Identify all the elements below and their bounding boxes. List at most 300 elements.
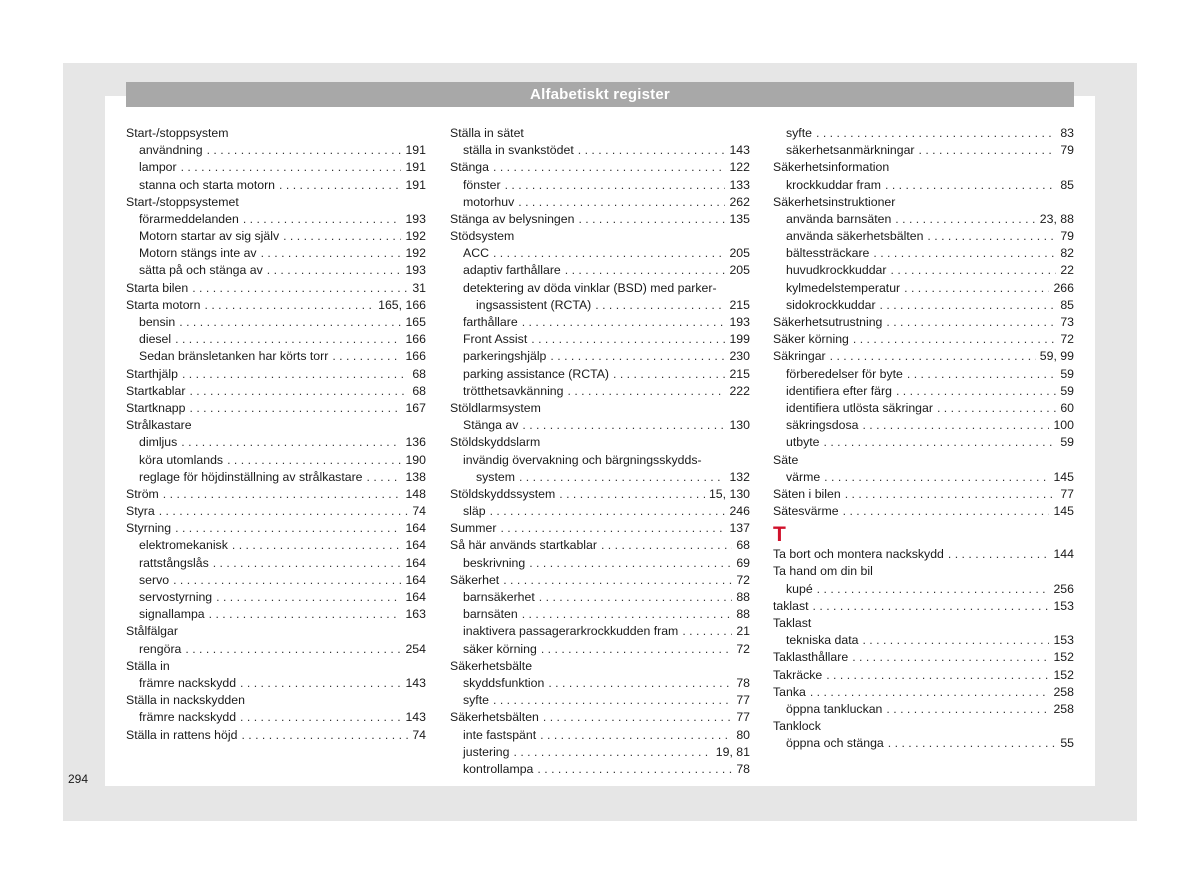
index-page-ref: 74 <box>412 727 426 742</box>
index-subentry <box>773 701 1074 718</box>
index-subentry <box>126 245 426 262</box>
dot-leader <box>574 211 725 228</box>
index-term: taklast <box>773 598 809 613</box>
index-page-ref: 165, 166 <box>378 297 426 312</box>
index-page-ref: 132 <box>729 469 750 484</box>
index-term: krockkuddar fram <box>786 177 881 192</box>
index-term: Front Assist <box>463 332 528 347</box>
dot-leader <box>869 245 1056 262</box>
dot-leader <box>826 348 1036 365</box>
dot-leader <box>518 417 725 434</box>
index-page-ref: 164 <box>405 538 426 553</box>
index-entry <box>126 727 426 744</box>
index-page-ref: 74 <box>412 504 426 519</box>
index-subentry <box>126 211 426 228</box>
dot-leader <box>279 228 401 245</box>
index-page-ref: 166 <box>405 332 426 347</box>
index-subentry <box>450 606 750 623</box>
dot-leader <box>257 245 402 262</box>
index-entry <box>126 417 426 434</box>
index-entry <box>450 211 750 228</box>
index-term: använda barnsäten <box>786 211 892 226</box>
index-page-ref: 72 <box>1060 332 1074 347</box>
index-page-ref: 59 <box>1060 383 1074 398</box>
index-term: främre nackskydd <box>139 675 237 690</box>
index-term: Ta hand om din bil <box>773 564 873 579</box>
index-page-ref: 138 <box>405 469 426 484</box>
index-term: Säten i bilen <box>773 486 841 501</box>
index-page-ref: 85 <box>1060 297 1074 312</box>
index-entry <box>773 194 1074 211</box>
index-term: sätta på och stänga av <box>139 263 263 278</box>
index-entry <box>773 598 1074 615</box>
index-subentry <box>450 331 750 348</box>
index-subentry <box>773 383 1074 400</box>
index-subentry <box>450 280 750 297</box>
index-term: elektromekanisk <box>139 538 228 553</box>
index-page-ref: 192 <box>405 229 426 244</box>
section-header-title: Alfabetiskt register <box>530 86 670 103</box>
index-term: Säkerhetsbälten <box>450 710 539 725</box>
index-page-ref: 222 <box>729 383 750 398</box>
index-page-ref: 80 <box>736 727 750 742</box>
index-subentry <box>126 331 426 348</box>
dot-leader <box>212 589 401 606</box>
index-page-ref: 55 <box>1060 736 1074 751</box>
index-subentry <box>126 641 426 658</box>
index-page-ref: 144 <box>1053 547 1074 562</box>
index-page-ref: 133 <box>729 177 750 192</box>
index-term: detektering av döda vinklar (BSD) med parker- <box>463 280 717 295</box>
index-entry <box>126 658 426 675</box>
dot-leader <box>201 297 375 314</box>
index-term: beskrivning <box>463 555 526 570</box>
dot-leader <box>205 606 402 623</box>
index-term: Start-/stoppsystemet <box>126 194 239 209</box>
index-term: Stöldskyddssystem <box>450 486 556 501</box>
index-page-ref: 164 <box>405 572 426 587</box>
index-page-ref: 85 <box>1060 177 1074 192</box>
index-page-ref: 153 <box>1053 598 1074 613</box>
index-page-ref: 59 <box>1060 435 1074 450</box>
index-subentry <box>450 623 750 640</box>
index-page-ref: 164 <box>405 590 426 605</box>
index-page-ref: 130 <box>729 418 750 433</box>
index-subentry <box>450 417 750 434</box>
dot-leader <box>822 667 1049 684</box>
index-term: ingsassistent (RCTA) <box>476 297 592 312</box>
index-subentry <box>450 263 750 280</box>
index-page-ref: 19, 81 <box>715 744 750 759</box>
index-term: justering <box>463 744 510 759</box>
index-page-ref: 59, 99 <box>1039 349 1074 364</box>
index-page-ref: 83 <box>1060 125 1074 140</box>
dot-leader <box>515 469 726 486</box>
index-page-ref: 193 <box>405 211 426 226</box>
index-entry <box>450 520 750 537</box>
index-page-ref: 215 <box>729 366 750 381</box>
index-subentry <box>773 581 1074 598</box>
index-page-ref: 205 <box>729 263 750 278</box>
index-term: Stöldskyddslarm <box>450 435 541 450</box>
index-term: främre nackskydd <box>139 710 237 725</box>
index-term: huvudkrockkuddar <box>786 263 887 278</box>
index-subentry <box>450 727 750 744</box>
index-term: köra utomlands <box>139 452 224 467</box>
index-term: tekniska data <box>786 633 859 648</box>
index-subentry <box>126 348 426 365</box>
index-entry <box>450 658 750 675</box>
index-subentry <box>773 177 1074 194</box>
index-page-ref: 77 <box>736 693 750 708</box>
index-page-ref: 192 <box>405 246 426 261</box>
index-term: trötthetsavkänning <box>463 383 564 398</box>
dot-leader <box>185 400 401 417</box>
index-subentry <box>450 761 750 778</box>
index-page-ref: 163 <box>405 607 426 622</box>
index-term: Starthjälp <box>126 366 178 381</box>
index-term: Summer <box>450 521 497 536</box>
dot-leader <box>489 245 726 262</box>
index-page-ref: 122 <box>729 160 750 175</box>
index-subentry <box>450 555 750 572</box>
index-term: system <box>476 469 515 484</box>
index-subentry <box>773 417 1074 434</box>
index-term: stanna och starta motorn <box>139 177 276 192</box>
index-subentry <box>126 675 426 692</box>
dot-leader <box>501 177 726 194</box>
index-subentry <box>126 434 426 451</box>
index-entry <box>773 667 1074 684</box>
dot-leader <box>536 727 732 744</box>
index-term: Ställa in rattens höjd <box>126 727 238 742</box>
index-page-ref: 68 <box>412 366 426 381</box>
index-term: motorhuv <box>463 194 515 209</box>
index-entry <box>773 718 1074 735</box>
dot-leader <box>882 701 1049 718</box>
index-subentry <box>450 641 750 658</box>
index-page-ref: 22 <box>1060 263 1074 278</box>
dot-leader <box>561 262 726 279</box>
index-subentry <box>126 263 426 280</box>
index-entry <box>450 400 750 417</box>
index-page-ref: 266 <box>1053 280 1074 295</box>
index-page-ref: 79 <box>1060 229 1074 244</box>
index-term: Motorn startar av sig själv <box>139 229 280 244</box>
index-subentry <box>450 589 750 606</box>
index-entry <box>126 520 426 537</box>
index-term: Stänga av belysningen <box>450 211 575 226</box>
index-term: barnsäkerhet <box>463 590 535 605</box>
index-subentry <box>773 142 1074 159</box>
index-entry <box>126 280 426 297</box>
index-term: förarmeddelanden <box>139 211 239 226</box>
index-term: parking assistance (RCTA) <box>463 366 610 381</box>
index-entry <box>450 486 750 503</box>
index-subentry <box>773 735 1074 752</box>
index-term: inte fastspänt <box>463 727 537 742</box>
dot-leader <box>496 520 725 537</box>
index-entry <box>450 228 750 245</box>
dot-leader <box>171 520 401 537</box>
index-entry <box>126 623 426 640</box>
index-entry <box>450 125 750 142</box>
index-page-ref: 164 <box>405 521 426 536</box>
index-column-3 <box>773 125 1074 753</box>
index-page-ref: 78 <box>736 675 750 690</box>
index-subentry <box>126 142 426 159</box>
index-page-ref: 190 <box>405 452 426 467</box>
index-subentry <box>450 194 750 211</box>
index-subentry <box>450 177 750 194</box>
index-page-ref: 246 <box>729 504 750 519</box>
index-term: Stänga av <box>463 418 519 433</box>
index-letter-heading: T <box>773 523 786 547</box>
index-subentry <box>126 159 426 176</box>
dot-leader <box>181 641 401 658</box>
index-term: Sedan bränsletanken har körts torr <box>139 349 329 364</box>
index-term: parkeringshjälp <box>463 349 547 364</box>
index-page-ref: 77 <box>736 710 750 725</box>
index-subentry <box>126 177 426 194</box>
index-term: kupé <box>786 581 813 596</box>
index-term: Ström <box>126 486 159 501</box>
index-subentry <box>450 348 750 365</box>
index-page-ref: 78 <box>736 761 750 776</box>
dot-leader <box>533 761 732 778</box>
index-term: användning <box>139 143 203 158</box>
index-term: reglage för höjdinställning av strålkastare <box>139 469 363 484</box>
index-term: Starta bilen <box>126 280 189 295</box>
index-subentry <box>126 469 426 486</box>
index-term: Start-/stoppsystem <box>126 125 229 140</box>
dot-leader <box>239 211 402 228</box>
index-term: diesel <box>139 332 172 347</box>
index-term: Taklast <box>773 616 812 631</box>
dot-leader <box>574 142 726 159</box>
index-page-ref: 77 <box>1060 486 1074 501</box>
dot-leader <box>609 366 725 383</box>
index-entry <box>773 331 1074 348</box>
index-term: Sätesvärme <box>773 504 839 519</box>
dot-leader <box>933 400 1056 417</box>
index-page-ref: 135 <box>729 211 750 226</box>
index-term: Stålfälgar <box>126 624 178 639</box>
dot-leader <box>171 331 401 348</box>
index-term: säkerhetsanmärkningar <box>786 143 915 158</box>
dot-leader <box>564 383 726 400</box>
dot-leader <box>236 675 401 692</box>
dot-leader <box>820 434 1057 451</box>
index-entry <box>773 546 1074 563</box>
dot-leader <box>900 280 1049 297</box>
dot-leader <box>858 417 1049 434</box>
index-term: invändig övervakning och bärgningsskydds- <box>463 452 702 467</box>
index-term: ACC <box>463 246 489 261</box>
dot-leader <box>544 675 732 692</box>
index-term: dimljus <box>139 435 178 450</box>
index-term: släp <box>463 504 486 519</box>
index-page-ref: 258 <box>1053 701 1074 716</box>
index-term: säkringsdosa <box>786 418 859 433</box>
index-entry <box>773 348 1074 365</box>
index-entry <box>450 572 750 589</box>
index-subentry <box>126 228 426 245</box>
dot-leader <box>363 469 402 486</box>
index-subentry <box>126 314 426 331</box>
index-term: Ställa in <box>126 658 170 673</box>
dot-leader <box>923 228 1056 245</box>
index-page-ref: 79 <box>1060 143 1074 158</box>
index-term: Stänga <box>450 160 489 175</box>
dot-leader <box>188 280 408 297</box>
index-subentry <box>450 744 750 761</box>
index-term: Takräcke <box>773 667 823 682</box>
dot-leader <box>820 469 1049 486</box>
index-page-ref: 193 <box>405 263 426 278</box>
index-page-ref: 193 <box>729 315 750 330</box>
dot-leader <box>263 262 402 279</box>
index-term: bältessträckare <box>786 246 870 261</box>
index-entry <box>450 709 750 726</box>
index-term: Säkerhetsinformation <box>773 160 890 175</box>
index-term: säker körning <box>463 641 537 656</box>
index-term: Säkerhetsutrustning <box>773 315 883 330</box>
index-term: öppna tankluckan <box>786 701 883 716</box>
index-entry <box>126 486 426 503</box>
index-entry <box>773 452 1074 469</box>
index-term: identifiera efter färg <box>786 383 892 398</box>
dot-leader <box>813 581 1050 598</box>
index-term: Säte <box>773 452 799 467</box>
dot-leader <box>328 348 401 365</box>
index-page-ref: 166 <box>405 349 426 364</box>
dot-leader <box>858 632 1049 649</box>
index-subentry <box>450 314 750 331</box>
index-subentry <box>773 297 1074 314</box>
index-term: Styra <box>126 504 155 519</box>
index-term: Styrning <box>126 521 172 536</box>
index-page-ref: 262 <box>729 194 750 209</box>
index-entry <box>450 538 750 555</box>
index-entry <box>773 503 1074 520</box>
index-page-ref: 143 <box>405 710 426 725</box>
index-page-ref: 167 <box>405 400 426 415</box>
index-entry <box>773 649 1074 666</box>
index-term: fönster <box>463 177 501 192</box>
index-page-ref: 153 <box>1053 633 1074 648</box>
index-term: servostyrning <box>139 590 213 605</box>
dot-leader <box>509 744 711 761</box>
index-entry <box>126 297 426 314</box>
index-term: signallampa <box>139 607 205 622</box>
index-subentry <box>126 606 426 623</box>
index-term: Motorn stängs inte av <box>139 246 257 261</box>
dot-leader <box>489 159 725 176</box>
index-subentry <box>126 555 426 572</box>
index-entry <box>450 159 750 176</box>
index-page-ref: 258 <box>1053 684 1074 699</box>
dot-leader <box>839 503 1050 520</box>
dot-leader <box>806 684 1050 701</box>
index-subentry <box>450 469 750 486</box>
index-page-ref: 72 <box>736 641 750 656</box>
dot-leader <box>518 314 726 331</box>
dot-leader <box>525 555 732 572</box>
dot-leader <box>275 177 401 194</box>
index-page-ref: 143 <box>729 143 750 158</box>
dot-leader <box>678 623 732 640</box>
index-entry <box>126 125 426 142</box>
index-subentry <box>450 452 750 469</box>
index-page-ref: 165 <box>405 315 426 330</box>
index-entry <box>773 684 1074 701</box>
dot-leader <box>876 297 1057 314</box>
index-subentry <box>126 572 426 589</box>
index-page-ref: 68 <box>736 538 750 553</box>
index-page-ref: 254 <box>405 641 426 656</box>
index-page-ref: 143 <box>405 675 426 690</box>
index-subentry <box>773 469 1074 486</box>
index-entry <box>126 383 426 400</box>
dot-leader <box>527 331 725 348</box>
index-page-ref: 69 <box>736 555 750 570</box>
index-term: värme <box>786 469 821 484</box>
dot-leader <box>518 606 733 623</box>
index-subentry <box>773 125 1074 142</box>
index-subentry <box>773 434 1074 451</box>
dot-leader <box>597 537 732 554</box>
index-term: Säkringar <box>773 349 826 364</box>
index-subentry <box>773 263 1074 280</box>
index-entry <box>773 486 1074 503</box>
dot-leader <box>175 314 401 331</box>
index-term: identifiera utlösta säkringar <box>786 400 933 415</box>
index-page-ref: 100 <box>1053 418 1074 433</box>
index-term: Säkerhetsinstruktioner <box>773 194 896 209</box>
index-term: använda säkerhetsbälten <box>786 229 924 244</box>
dot-leader <box>159 486 402 503</box>
index-term: ställa in svankstödet <box>463 143 574 158</box>
index-page-ref: 145 <box>1053 469 1074 484</box>
index-term: Taklasthållare <box>773 650 849 665</box>
index-page-ref: 152 <box>1053 667 1074 682</box>
dot-leader <box>891 211 1036 228</box>
index-term: Ställa in nackskydden <box>126 693 245 708</box>
dot-leader <box>177 159 402 176</box>
index-term: syfte <box>463 693 489 708</box>
dot-leader <box>537 641 732 658</box>
index-entry <box>126 194 426 211</box>
index-page-ref: 137 <box>729 521 750 536</box>
dot-leader <box>514 194 725 211</box>
dot-leader <box>903 366 1056 383</box>
index-entry <box>773 159 1074 176</box>
index-subentry <box>773 632 1074 649</box>
index-entry <box>126 503 426 520</box>
dot-leader <box>892 383 1056 400</box>
index-term: utbyte <box>786 435 820 450</box>
dot-leader <box>884 735 1057 752</box>
index-subentry <box>450 503 750 520</box>
dot-leader <box>185 383 408 400</box>
index-entry <box>773 564 1074 581</box>
index-term: Säkerhetsbälte <box>450 658 533 673</box>
index-page-ref: 136 <box>405 435 426 450</box>
index-term: Ställa in sätet <box>450 125 524 140</box>
index-page-ref: 199 <box>729 332 750 347</box>
index-subentry <box>126 709 426 726</box>
